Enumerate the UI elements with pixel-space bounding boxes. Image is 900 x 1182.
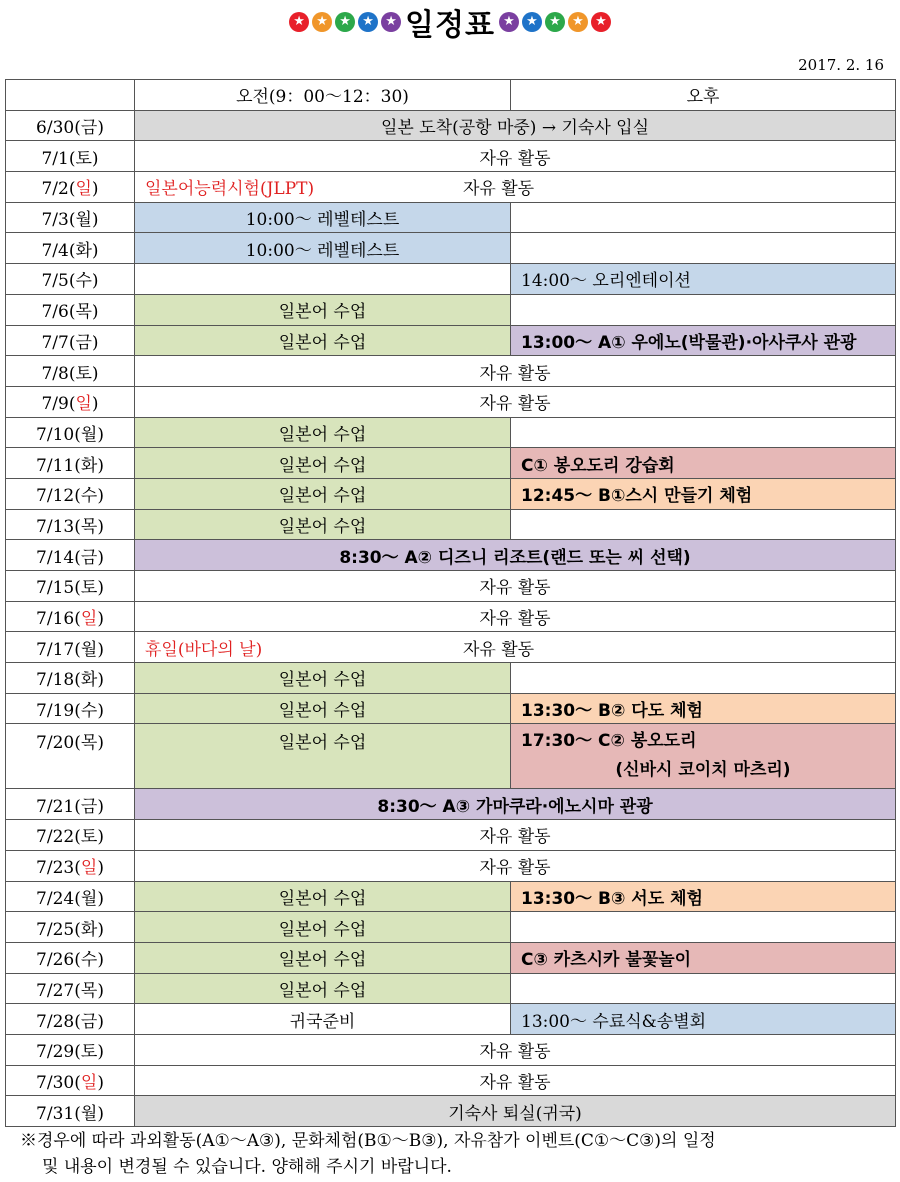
- date-cell: 7/19(수): [6, 693, 135, 724]
- day-text: 수: [80, 486, 98, 507]
- pm-cell: [511, 233, 896, 264]
- header-date-cell: [6, 80, 135, 111]
- am-cell: 일본어 수업: [135, 478, 511, 509]
- star-icon: ★: [381, 12, 401, 32]
- day-text: 금: [80, 118, 98, 139]
- date-cell: 7/3(월): [6, 202, 135, 233]
- table-row: [6, 356, 896, 387]
- date-cell: 7/26(수): [6, 942, 135, 973]
- am-cell: 일본어 수업: [135, 509, 511, 540]
- am-cell: 일본어 수업: [135, 294, 511, 325]
- day-text: 월: [80, 888, 98, 909]
- footnote-line-2: 및 내용이 변경될 수 있습니다. 양해해 주시기 바랍니다.: [42, 1157, 452, 1177]
- date-text: 7/18: [36, 670, 75, 691]
- day-text: 토: [80, 1042, 98, 1063]
- day-text: 금: [80, 1011, 98, 1032]
- date-cell: 7/2(일): [6, 172, 135, 203]
- day-text: 수: [75, 271, 92, 292]
- holiday-note: 일본어능력시험(JLPT): [145, 179, 315, 200]
- pm-cell: [511, 912, 896, 943]
- table-row: [6, 294, 896, 325]
- pm-cell: [511, 724, 896, 789]
- date-cell: 7/6(목): [6, 294, 135, 325]
- date-text: 7/10: [36, 424, 75, 445]
- date-cell: 7/11(화): [6, 448, 135, 479]
- am-cell: 귀국준비: [135, 1004, 511, 1035]
- date-cell: 7/13(목): [6, 509, 135, 540]
- date-cell: 7/17(월): [6, 632, 135, 663]
- date-text: 7/8: [41, 363, 69, 384]
- table-row: [6, 881, 896, 912]
- right-stars: [499, 12, 611, 32]
- table-row: [6, 789, 896, 820]
- table-row: [6, 264, 896, 295]
- date-text: 7/20: [36, 733, 75, 754]
- table-row: [6, 1096, 896, 1127]
- date-text: 7/5: [41, 271, 69, 292]
- date-cell: 7/31(월): [6, 1096, 135, 1127]
- pm-cell: [511, 417, 896, 448]
- date-cell: 7/12(수): [6, 478, 135, 509]
- table-row: [6, 663, 896, 694]
- table-row: [6, 1034, 896, 1065]
- star-icon: ★: [591, 12, 611, 32]
- date-cell: 7/30(일): [6, 1065, 135, 1096]
- left-stars: [289, 12, 401, 32]
- day-text: 수: [80, 701, 98, 722]
- day-text: 금: [80, 796, 98, 817]
- date-text: 7/3: [41, 210, 69, 231]
- pm-cell: 13:00～ 수료식&송별회: [511, 1004, 896, 1035]
- pm-cell: [511, 663, 896, 694]
- date-text: 7/16: [36, 609, 75, 630]
- table-row: [6, 942, 896, 973]
- date-text: 7/4: [41, 240, 69, 261]
- table-row: [6, 509, 896, 540]
- day-text: 토: [80, 578, 98, 599]
- day-text: 목: [80, 980, 98, 1001]
- date-cell: 7/20(목): [6, 724, 135, 789]
- full-day-cell: 자유 활동: [135, 386, 896, 417]
- date-text: 6/30: [36, 118, 75, 139]
- date-text: 7/23: [36, 858, 75, 879]
- date-text: 7/30: [36, 1072, 75, 1093]
- full-day-cell: 일본 도착(공항 마중) → 기숙사 입실: [135, 110, 896, 141]
- full-day-cell: 자유 활동: [135, 601, 896, 632]
- table-row: [6, 632, 896, 663]
- date-cell: 7/16(일): [6, 601, 135, 632]
- am-cell: 일본어 수업: [135, 417, 511, 448]
- full-day-cell: 자유 활동: [135, 1065, 896, 1096]
- table-row: [6, 571, 896, 602]
- date-cell: 7/24(월): [6, 881, 135, 912]
- am-cell: 일본어 수업: [135, 325, 511, 356]
- star-icon: ★: [568, 12, 588, 32]
- am-cell: 일본어 수업: [135, 448, 511, 479]
- table-row: [6, 540, 896, 571]
- am-cell: 일본어 수업: [135, 942, 511, 973]
- table-row: [6, 110, 896, 141]
- table-row: [6, 141, 896, 172]
- am-cell: 일본어 수업: [135, 724, 511, 789]
- am-cell: [135, 264, 511, 295]
- am-cell: 일본어 수업: [135, 912, 511, 943]
- full-day-cell: 자유 활동: [135, 141, 896, 172]
- date-cell: 7/8(토): [6, 356, 135, 387]
- date-text: 7/11: [36, 455, 75, 476]
- full-day-cell: 자유 활동: [135, 1034, 896, 1065]
- day-text: 목: [80, 733, 98, 754]
- table-row: [6, 386, 896, 417]
- day-text: 일: [75, 179, 92, 200]
- am-cell: 일본어 수업: [135, 973, 511, 1004]
- pm-cell: 13:00～ A① 우에노(박물관)·아사쿠사 관광: [511, 325, 896, 356]
- date-cell: 7/28(금): [6, 1004, 135, 1035]
- full-day-cell: 자유 활동: [135, 356, 896, 387]
- footnote: [20, 1128, 716, 1180]
- date-cell: 7/10(월): [6, 417, 135, 448]
- date-text: 7/13: [36, 516, 75, 537]
- full-day-cell: 8:30～ A③ 가마쿠라·에노시마 관광: [135, 789, 896, 820]
- pm-cell: [511, 973, 896, 1004]
- split-day-cell: [135, 632, 896, 663]
- date-text: 7/12: [36, 486, 75, 507]
- star-icon: ★: [545, 12, 565, 32]
- day-text: 화: [80, 670, 98, 691]
- am-cell: 일본어 수업: [135, 663, 511, 694]
- holiday-note: 휴일(바다의 날): [145, 639, 263, 660]
- table-row: [6, 172, 896, 203]
- date-text: 7/27: [36, 980, 75, 1001]
- table-row: [6, 1004, 896, 1035]
- day-text: 일: [80, 858, 98, 879]
- date-cell: 6/30(금): [6, 110, 135, 141]
- date-text: 7/14: [36, 547, 75, 568]
- table-row: [6, 693, 896, 724]
- activity-text: 자유 활동: [463, 639, 535, 660]
- date-cell: 7/1(토): [6, 141, 135, 172]
- table-row: [6, 912, 896, 943]
- table-row: [6, 325, 896, 356]
- full-day-cell: 기숙사 퇴실(귀국): [135, 1096, 896, 1127]
- date-text: 7/28: [36, 1011, 75, 1032]
- schedule-table: [5, 79, 896, 1127]
- table-row: [6, 724, 896, 789]
- day-text: 일: [80, 1072, 98, 1093]
- day-text: 금: [80, 547, 98, 568]
- day-text: 화: [80, 919, 98, 940]
- header-am-cell: 오전(9：00～12：30): [135, 80, 511, 111]
- split-day-cell: [135, 172, 896, 203]
- table-row: [6, 417, 896, 448]
- day-text: 월: [80, 424, 98, 445]
- activity-text: 자유 활동: [463, 179, 535, 200]
- pm-cell: 13:30～ B③ 서도 체험: [511, 881, 896, 912]
- date-cell: 7/15(토): [6, 571, 135, 602]
- table-row: [6, 233, 896, 264]
- table-row: [6, 850, 896, 881]
- pm-cell: 13:30～ B② 다도 체험: [511, 693, 896, 724]
- day-text: 월: [80, 639, 98, 660]
- day-text: 월: [75, 210, 92, 231]
- table-row: [6, 1065, 896, 1096]
- date-cell: 7/5(수): [6, 264, 135, 295]
- date-text: 7/19: [36, 701, 75, 722]
- day-text: 화: [75, 240, 92, 261]
- table-row: [6, 820, 896, 851]
- date-cell: 7/14(금): [6, 540, 135, 571]
- date-text: 7/31: [36, 1103, 75, 1124]
- star-icon: ★: [289, 12, 309, 32]
- date-text: 7/29: [36, 1042, 75, 1063]
- table-row: [6, 973, 896, 1004]
- am-cell: 10:00～ 레벨테스트: [135, 202, 511, 233]
- am-cell: 10:00～ 레벨테스트: [135, 233, 511, 264]
- full-day-cell: 자유 활동: [135, 850, 896, 881]
- pm-cell: C③ 카츠시카 불꽃놀이: [511, 942, 896, 973]
- star-icon: ★: [358, 12, 378, 32]
- split-wrap: [135, 635, 895, 660]
- footnote-line-1: ※경우에 따라 과외활동(A①～A③), 문화체험(B①～B③), 자유참가 이벤트(C①～C③)의 일정: [20, 1131, 716, 1151]
- day-text: 목: [80, 516, 98, 537]
- date-cell: 7/25(화): [6, 912, 135, 943]
- pm-cell: [511, 509, 896, 540]
- page-title: 일정표: [405, 8, 495, 43]
- day-text: 토: [80, 827, 98, 848]
- full-day-cell: 자유 활동: [135, 820, 896, 851]
- star-icon: ★: [335, 12, 355, 32]
- date-text: 7/22: [36, 827, 75, 848]
- date-cell: 7/18(화): [6, 663, 135, 694]
- pm-cell: [511, 202, 896, 233]
- date-text: 7/25: [36, 919, 75, 940]
- am-cell: 일본어 수업: [135, 693, 511, 724]
- pm-cell: 12:45～ B①스시 만들기 체험: [511, 478, 896, 509]
- table-row: [6, 478, 896, 509]
- date-text: 7/6: [41, 302, 69, 323]
- day-text: 일: [75, 394, 92, 415]
- pm-cell: C① 봉오도리 강습회: [511, 448, 896, 479]
- star-icon: ★: [312, 12, 332, 32]
- day-text: 목: [75, 302, 92, 323]
- full-day-cell: 자유 활동: [135, 571, 896, 602]
- date-cell: 7/23(일): [6, 850, 135, 881]
- table-header-row: [6, 80, 896, 111]
- date-text: 7/21: [36, 796, 75, 817]
- date-cell: 7/7(금): [6, 325, 135, 356]
- day-text: 토: [75, 148, 92, 169]
- split-wrap: [135, 174, 895, 199]
- date-text: 7/26: [36, 950, 75, 971]
- pm-cell: [511, 294, 896, 325]
- table-row: [6, 202, 896, 233]
- day-text: 토: [75, 363, 92, 384]
- date-cell: 7/21(금): [6, 789, 135, 820]
- full-day-cell: 8:30～ A② 디즈니 리조트(랜드 또는 씨 선택): [135, 540, 896, 571]
- pm-line-1: 17:30～ C② 봉오도리: [521, 731, 697, 752]
- day-text: 일: [80, 609, 98, 630]
- date-cell: 7/29(토): [6, 1034, 135, 1065]
- date-cell: 7/27(목): [6, 973, 135, 1004]
- header-pm-cell: 오후: [511, 80, 896, 111]
- date-text: 7/1: [41, 148, 69, 169]
- date-text: 7/17: [36, 639, 75, 660]
- pm-line-2: (신바시 코이치 마츠리): [615, 760, 791, 781]
- day-text: 수: [80, 950, 98, 971]
- date-cell: 7/9(일): [6, 386, 135, 417]
- table-row: [6, 601, 896, 632]
- date-text: 7/2: [41, 179, 69, 200]
- star-icon: ★: [499, 12, 519, 32]
- table-row: [6, 448, 896, 479]
- date-text: 7/15: [36, 578, 75, 599]
- date-text: 7/7: [41, 332, 69, 353]
- date-cell: 7/22(토): [6, 820, 135, 851]
- document-date: 2017. 2. 16: [798, 56, 884, 74]
- day-text: 화: [80, 455, 98, 476]
- day-text: 금: [75, 332, 92, 353]
- date-text: 7/9: [41, 394, 69, 415]
- day-text: 월: [80, 1103, 98, 1124]
- page-header: [0, 0, 900, 44]
- date-cell: 7/4(화): [6, 233, 135, 264]
- star-icon: ★: [522, 12, 542, 32]
- pm-cell: 14:00～ 오리엔테이션: [511, 264, 896, 295]
- date-text: 7/24: [36, 888, 75, 909]
- am-cell: 일본어 수업: [135, 881, 511, 912]
